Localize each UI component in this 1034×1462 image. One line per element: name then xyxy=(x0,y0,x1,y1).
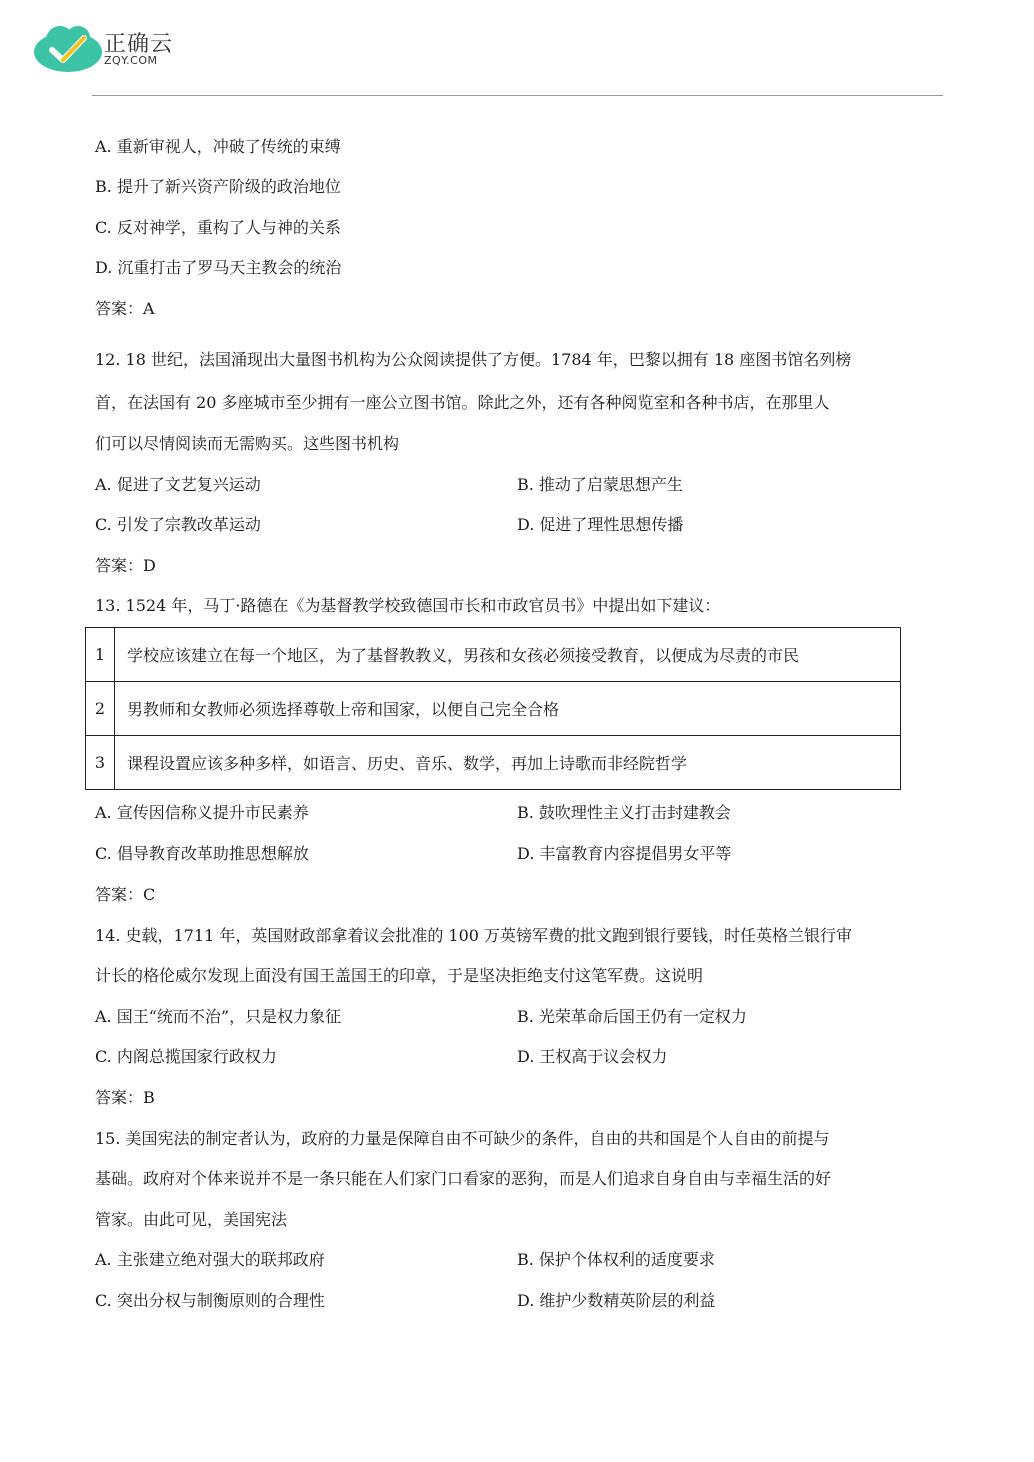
brand-name: 正确云 xyxy=(104,32,174,57)
q13-option-b: B. 鼓吹理性主义打击封建教会 xyxy=(517,803,731,822)
q15-option-d: D. 维护少数精英阶层的利益 xyxy=(517,1291,716,1310)
header-divider xyxy=(92,95,943,96)
q11-option-c: C. 反对神学，重构了人与神的关系 xyxy=(95,218,341,237)
q15-option-a: A. 主张建立绝对强大的联邦政府 xyxy=(95,1250,325,1269)
q13-option-d: D. 丰富教育内容提倡男女平等 xyxy=(517,844,732,863)
q13-option-c: C. 倡导教育改革助推思想解放 xyxy=(95,844,309,863)
q12-stem-line-2: 首，在法国有 20 多座城市至少拥有一座公立图书馆。除此之外，还有各种阅览室和各种书店，在那里人 xyxy=(95,393,830,412)
table-row xyxy=(86,736,901,790)
q11-option-b: B. 提升了新兴资产阶级的政治地位 xyxy=(95,177,341,196)
row-number: 2 xyxy=(86,682,115,736)
q12-stem-line-3: 们可以尽情阅读而无需购买。这些图书机构 xyxy=(95,434,400,453)
q13-option-a: A. 宣传因信称义提升市民素养 xyxy=(95,803,309,822)
q14-option-c: C. 内阁总揽国家行政权力 xyxy=(95,1047,277,1066)
row-text: 课程设置应该多种多样，如语言、历史、音乐、数学，再加上诗歌而非经院哲学 xyxy=(115,736,901,790)
q11-answer: 答案：A xyxy=(95,299,155,318)
brand-domain: ZQY.COM xyxy=(104,54,158,67)
q13-answer: 答案：C xyxy=(95,885,156,904)
q11-option-a: A. 重新审视人，冲破了传统的束缚 xyxy=(95,137,341,156)
q15-option-c: C. 突出分权与制衡原则的合理性 xyxy=(95,1291,325,1310)
q14-option-d: D. 王权高于议会权力 xyxy=(517,1047,668,1066)
q14-option-a: A. 国王“统而不治”，只是权力象征 xyxy=(95,1007,342,1026)
q12-option-a: A. 促进了文艺复兴运动 xyxy=(95,475,261,494)
q12-option-b: B. 推动了启蒙思想产生 xyxy=(517,475,683,494)
q12-option-d: D. 促进了理性思想传播 xyxy=(517,515,684,534)
row-number: 1 xyxy=(86,628,115,682)
q13-stem: 13. 1524 年，马丁·路德在《为基督教学校致德国市长和市政官员书》中提出如下建议： xyxy=(95,596,721,615)
q14-answer: 答案：B xyxy=(95,1088,155,1107)
row-text: 学校应该建立在每一个地区，为了基督教教义，男孩和女孩必须接受教育，以便成为尽责的市民 xyxy=(115,628,901,682)
q14-stem-line-2: 计长的格伦威尔发现上面没有国王盖国王的印章，于是坚决拒绝支付这笔军费。这说明 xyxy=(95,966,704,985)
cloud-check-icon xyxy=(34,26,102,72)
q14-stem-line-1: 14. 史载，1711 年，英国财政部拿着议会批准的 100 万英镑军费的批文跑到银行要钱，时任英格兰银行审 xyxy=(95,926,853,945)
table-row xyxy=(86,682,901,736)
q15-stem-line-3: 管家。由此可见，美国宪法 xyxy=(95,1210,288,1229)
q12-answer: 答案：D xyxy=(95,556,156,575)
q12-stem-line-1: 12. 18 世纪，法国涌现出大量图书机构为公众阅读提供了方便。1784 年，巴黎以拥有 18 座图书馆名列榜 xyxy=(95,350,852,369)
q11-option-d: D. 沉重打击了罗马天主教会的统治 xyxy=(95,258,342,277)
table-row xyxy=(86,628,901,682)
q14-option-b: B. 光荣革命后国王仍有一定权力 xyxy=(517,1007,747,1026)
q15-option-b: B. 保护个体权利的适度要求 xyxy=(517,1250,715,1269)
q15-stem-line-1: 15. 美国宪法的制定者认为，政府的力量是保障自由不可缺少的条件，自由的共和国是个人自由的前提与 xyxy=(95,1129,830,1148)
row-number: 3 xyxy=(86,736,115,790)
row-text: 男教师和女教师必须选择尊敬上帝和国家，以便自己完全合格 xyxy=(115,682,901,736)
q12-option-c: C. 引发了宗教改革运动 xyxy=(95,515,261,534)
q15-stem-line-2: 基础。政府对个体来说并不是一条只能在人们家门口看家的恶狗，而是人们追求自身自由与幸福生活的好 xyxy=(95,1169,832,1188)
q13-proposal-table xyxy=(85,627,901,790)
